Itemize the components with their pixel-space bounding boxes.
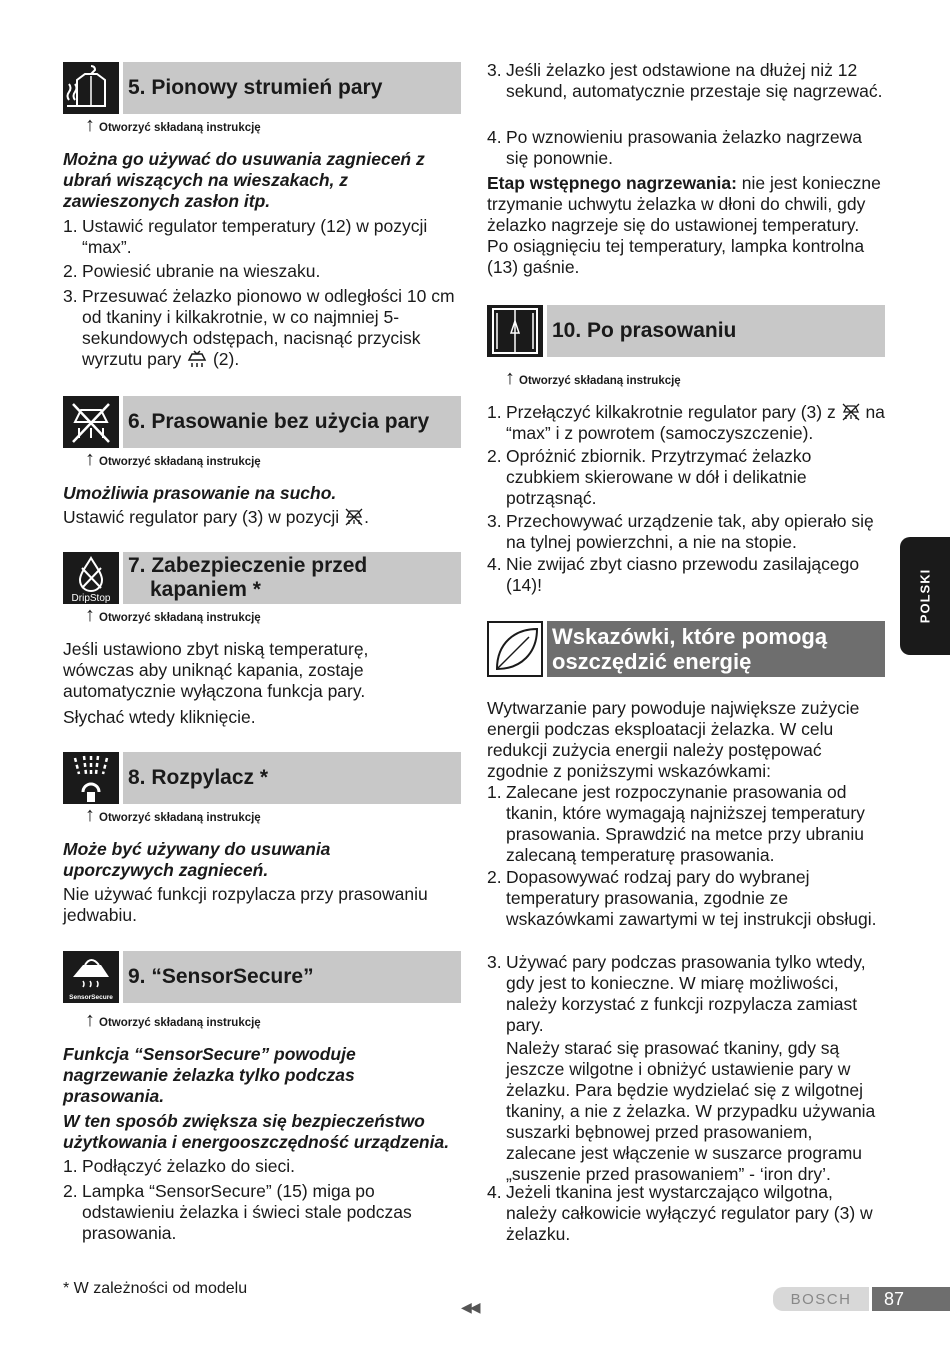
list-item: 1. Ustawić regulator temperatury (12) w pozycji “max”. [63,216,428,257]
open-foldout-link[interactable]: ↑ Otworzyć składaną instrukcję [85,1009,261,1031]
list-item: 4. Jeżeli tkanina jest wystarczająco wilgotna, należy całkowicie wyłączyć regulator pary (3) w żelazku. [487,1182,873,1244]
list-item: 3. Przechowywać urządzenie tak, aby opierało się na tylnej powierzchni, a nie na stopie. [487,511,874,552]
dripstop-icon [63,552,119,604]
arrow-up-icon: ↑ [505,367,515,389]
vertical-steam-icon [63,62,119,114]
arrow-up-icon: ↑ [85,114,95,136]
brand-label: BOSCH [773,1287,869,1311]
list-item: 3. Używać pary podczas prasowania tylko wtedy, gdy jest to konieczne. W miarę możliwości, należy korzystać z funkcji rozpylacza zamiast pary. Należy starać się prasować tkaniny, gdy są jeszcze wilgotne i obniżyć ustawienie pary w żelazku. Para będzie wydzielać się z wilgotnej tkaniny, a nie z żelazka. W przypadku używania suszarki bębnowej przed prasowaniem, zalecane jest włączenie w suszarce programu „suszenie przed prasowaniem” - ‘iron dry’. [487,952,876,1184]
list-item: 1. Zalecane jest rozpoczynanie prasowania od tkanin, które wymagają najniższej temperatury prasowania. Sprawdzić na metce przy ubraniu zalecaną temperaturę prasowania. [487,782,865,865]
storage-cabinet-icon [487,305,543,357]
section-6-header [63,396,461,448]
section-9-intro-1: Funkcja “SensorSecure” powoduje nagrzewanie żelazka tylko podczas prasowania. [63,1044,356,1106]
list-item: 4. Po wznowieniu prasowania żelazko nagrzewa się ponownie. [487,127,863,168]
energy-header [487,621,885,677]
section-9-intro-2: W ten sposób zwiększa się bezpieczeństwo użytkowania i energooszczędność urządzenia. [63,1111,450,1152]
no-steam-small-icon [841,403,861,421]
section-6-body: Ustawić regulator pary (3) w pozycji . [63,507,369,527]
language-tab: POLSKI [900,537,950,655]
no-steam-small-icon [344,508,364,526]
list-item: 2. Lampka “SensorSecure” (15) miga po odstawieniu żelazka i świeci stale podczas prasowania. [63,1181,412,1243]
section-9-title: 9. “SensorSecure” [128,965,314,988]
section-5-title: 5. Pionowy strumień pary [128,76,383,99]
section-8-body: Nie używać funkcji rozpylacza przy prasowaniu jedwabiu. [63,884,428,925]
arrow-up-icon: ↑ [85,1009,95,1031]
arrow-up-icon: ↑ [85,448,95,470]
list-item: 2. Powiesić ubranie na wieszaku. [63,261,321,281]
energy-intro: Wytwarzanie pary powoduje największe zużycie energii podczas eksploatacji żelazka. W celu redukcji zużycia energii należy postępować zgodnie z poniższymi wskazówkami: [487,698,860,781]
steam-shot-icon [186,350,208,368]
section-8-intro: Może być używany do usuwania uporczywych zagnieceń. [63,839,331,880]
section-7-body-2: Słychać wtedy kliknięcie. [63,707,256,727]
preheat-paragraph: Etap wstępnego nagrzewania: nie jest konieczne trzymanie uchwytu żelazka w dłoni do chwili, gdy żelazko nagrzeje się do ustawionej temperatury. Po osiągnięciu tej temperatury, lampka kontrolna (13) gaśnie. [487,173,881,277]
list-item: 2. Dopasowywać rodzaj pary do wybranej temperatury prasowania, zgodnie ze wskazówkami zawartymi w tej instrukcji obsługi. [487,867,877,929]
sensorsecure-icon [63,951,119,1003]
section-10-header [487,305,885,357]
list-item: 3. Jeśli żelazko jest odstawione na dłużej niż 12 sekund, automatycznie przestaje się nagrzewać. [487,60,883,101]
energy-title: Wskazówki, które pomogą oszczędzić energię [552,624,828,674]
open-foldout-link[interactable]: ↑ Otworzyć składaną instrukcję [505,367,681,389]
open-foldout-link[interactable]: ↑ Otworzyć składaną instrukcję [85,604,261,626]
list-item: 3. Przesuwać żelazko pionowo w odległości 10 cm od tkaniny i kilkakrotnie, w co najmniej 5-sekundowych odstępach, nacisnąć przycisk wyrzutu pary (2). [63,286,455,369]
open-foldout-link[interactable]: ↑ Otworzyć składaną instrukcję [85,114,261,136]
section-10-title: 10. Po prasowaniu [552,319,737,342]
open-foldout-link[interactable]: ↑ Otworzyć składaną instrukcję [85,804,261,826]
section-6-intro: Umożliwia prasowanie na sucho. [63,483,337,503]
arrow-up-icon: ↑ [85,804,95,826]
list-item: 2. Opróżnić zbiornik. Przytrzymać żelazko czubkiem skierowane w dół i delikatnie potrząsnąć. [487,446,812,508]
spray-icon [63,752,119,804]
list-item: 4. Nie zwijać zbyt ciasno przewodu zasilającego (14)! [487,554,860,595]
leaf-icon [487,621,543,677]
section-8-title: 8. Rozpylacz * [128,766,269,789]
previous-page-icon[interactable]: ◀◀ [461,1299,479,1315]
section-7-body: Jeśli ustawiono zbyt niską temperaturę, wówczas aby uniknąć kapania, zostaje automatycznie wyłączona funkcja pary. [63,639,369,701]
footnote: * W zależności od modelu [63,1280,248,1297]
page-number: 87 [872,1287,950,1311]
section-6-title: 6. Prasowanie bez użycia pary [128,410,430,433]
svg-text:DripStop: DripStop [71,593,111,604]
svg-text:SensorSecure: SensorSecure [69,994,113,1001]
section-8-header [63,752,461,804]
section-7-header [63,552,461,604]
list-item: 1. Podłączyć żelazko do sieci. [63,1156,296,1176]
open-foldout-link[interactable]: ↑ Otworzyć składaną instrukcję [85,448,261,470]
section-7-title: 7. Zabezpieczenie przed kapaniem * [128,554,368,601]
section-5-header [63,62,461,114]
list-item: 1. Przełączyć kilkakrotnie regulator pary (3) z na “max” i z powrotem (samoczyszczenie). [487,402,885,443]
section-5-intro: Można go używać do usuwania zagnieceń z ubrań wiszących na wieszakach, z zawieszonych zasłon itp. [63,149,425,211]
no-steam-icon [63,396,119,448]
section-9-header [63,951,461,1003]
arrow-up-icon: ↑ [85,604,95,626]
